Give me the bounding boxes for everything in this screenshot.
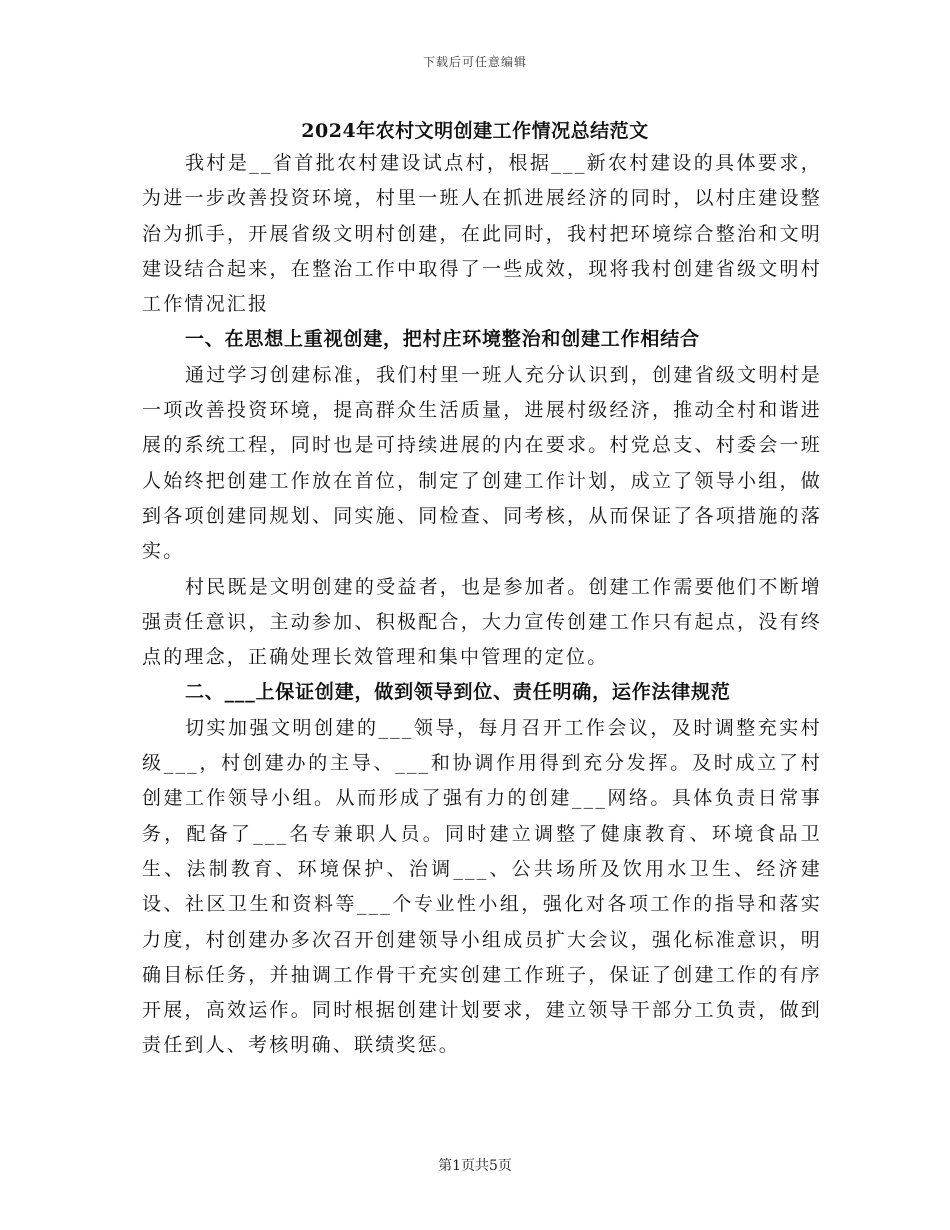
section-heading-1: 一、在思想上重视创建，把村庄环境整治和创建工作相结合 [185,328,700,351]
intro-paragraph: 我村是__省首批农村建设试点村，根据___新农村建设的具体要求，为进一步改善投资环境，村里一班人在抓进展经济的同时，以村庄建设整治为抓手，开展省级文明村创建，在此同时，我村把环境综合整治和文明建设结合起来，在整治工作中取得了一些成效，现将我村创建省级文明村工作情况汇报 [142,152,822,316]
section-1-paragraph-2: 村民既是文明创建的受益者，也是参加者。创建工作需要他们不断增强责任意识，主动参加、积极配合，大力宣传创建工作只有起点，没有终点的理念，正确处理长效管理和集中管理的定位。 [142,575,822,669]
document-body [142,146,822,1064]
section-2-paragraph-1: 切实加强文明创建的___领导，每月召开工作会议，及时调整充实村级___，村创建办的主导、___和协调作用得到充分发挥。及时成立了村创建工作领导小组。从而形成了强有力的创建___网络。具体负责日常事务，配备了___名专兼职人员。同时建立调整了健康教育、环境食品卫生、法制教育、环境保护、治调___、公共场所及饮用水卫生、经济建设、社区卫生和资料等___个专业性小组，强化对各项工作的指导和落实力度，村创建办多次召开创建领导小组成员扩大会议，强化标准意识，明确目标任务，并抽调工作骨干充实创建工作班子，保证了创建工作的有序开展，高效运作。同时根据创建计划要求，建立领导干部分工负责，做到责任到人、考核明确、联绩奖惩。 [142,716,822,1057]
section-1-paragraph-1: 通过学习创建标准，我们村里一班人充分认识到，创建省级文明村是一项改善投资环境，提高群众生活质量，进展村级经济，推动全村和谐进展的系统工程，同时也是可持续进展的内在要求。村党总支、村委会一班人始终把创建工作放在首位，制定了创建工作计划，成立了领导小组，做到各项创建同规划、同实施、同检查、同考核，从而保证了各项措施的落实。 [142,363,822,563]
page-number-footer: 第1页共5页 [438,1158,512,1174]
section-heading-2: 二、___上保证创建，做到领导到位、责任明确，运作法律规范 [185,681,731,704]
header-note: 下载后可任意编辑 [422,55,527,69]
document-title: 2024年农村文明创建工作情况总结范文 [301,120,649,142]
